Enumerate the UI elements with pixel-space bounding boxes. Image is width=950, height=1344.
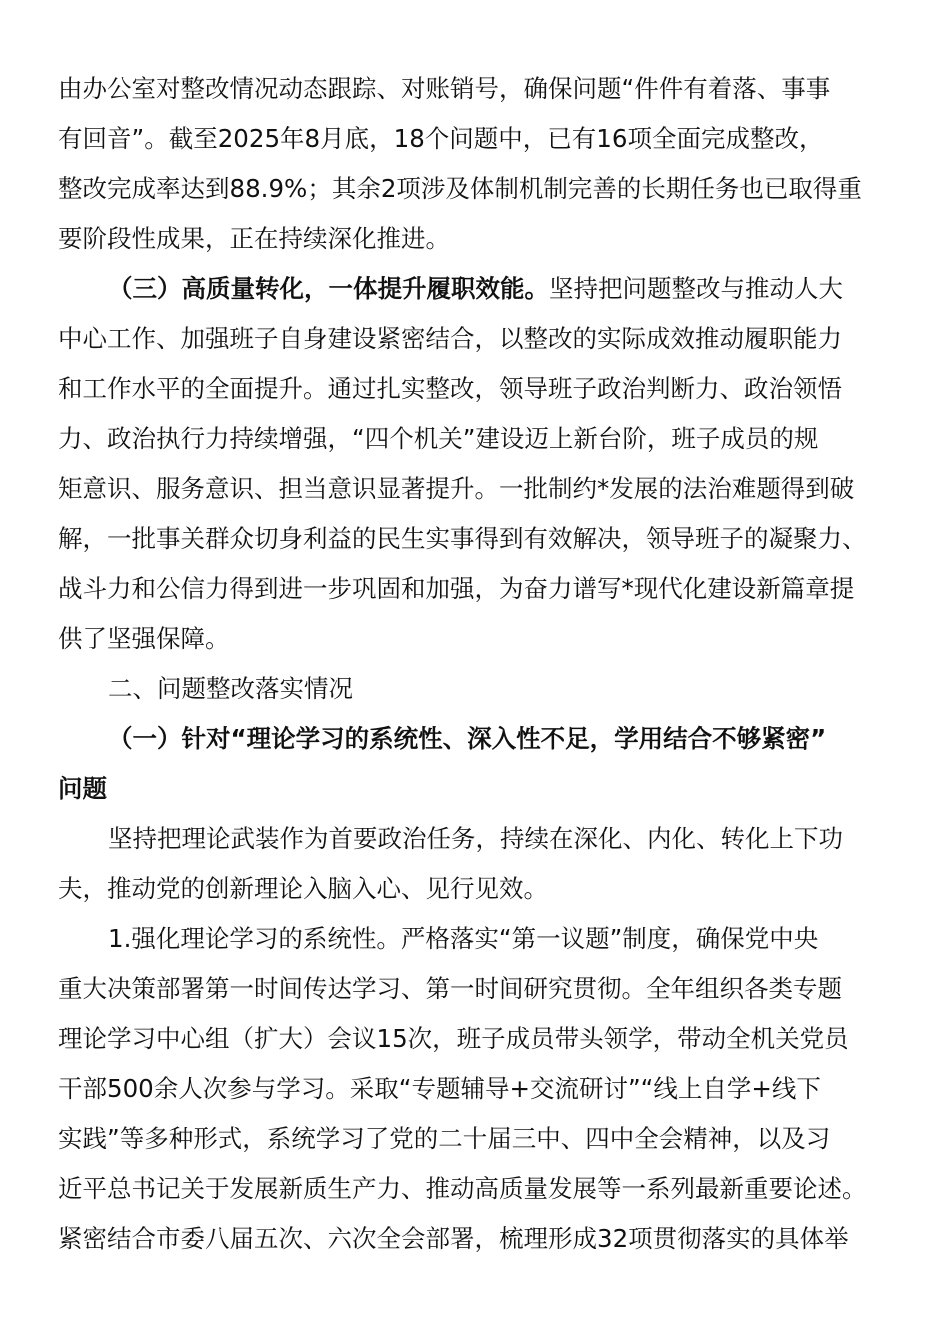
text-line: 中心工作、加强班子自身建设紧密结合，以整改的实际成效推动履职能力 bbox=[58, 324, 842, 353]
text-line: 战斗力和公信力得到进一步巩固和加强，为奋力谱写*现代化建设新篇章提 bbox=[58, 574, 855, 603]
text-line: 坚持把理论武装作为首要政治任务，持续在深化、内化、转化上下功 bbox=[108, 824, 843, 853]
text-line: 解，一批事关群众切身利益的民生实事得到有效解决，领导班子的凝聚力、 bbox=[58, 524, 867, 553]
text-line: 理论学习中心组（扩大）会议15次，班子成员带头领学，带动全机关党员 bbox=[58, 1024, 849, 1053]
text-line: 1.强化理论学习的系统性。严格落实“第一议题”制度，确保党中央 bbox=[108, 924, 819, 953]
section-heading-two: 二、问题整改落实情况 bbox=[108, 674, 353, 703]
text-line: 供了坚强保障。 bbox=[58, 624, 230, 653]
text-line: 有回音”。截至2025年8月底，18个问题中，已有16项全面完成整改， bbox=[58, 124, 824, 153]
text-line: 力、政治执行力持续增强，“四个机关”建设迈上新台阶，班子成员的规 bbox=[58, 424, 819, 453]
text-line: 要阶段性成果，正在持续深化推进。 bbox=[58, 224, 450, 253]
text-line: 重大决策部署第一时间传达学习、第一时间研究贯彻。全年组织各类专题 bbox=[58, 974, 842, 1003]
subsection-heading-one: （一）针对“理论学习的系统性、深入性不足，学用结合不够紧密” bbox=[108, 724, 827, 753]
text-line: 夫，推动党的创新理论入脑入心、见行见效。 bbox=[58, 874, 548, 903]
section-three-heading: （三）高质量转化，一体提升履职效能。 bbox=[108, 274, 549, 303]
text-line: 干部500余人次参与学习。采取“专题辅导+交流研讨”“线上自学+线下 bbox=[58, 1074, 821, 1103]
text-line: 和工作水平的全面提升。通过扎实整改，领导班子政治判断力、政治领悟 bbox=[58, 374, 842, 403]
text-line: 整改完成率达到88.9%；其余2项涉及体制机制完善的长期任务也已取得重 bbox=[58, 174, 862, 203]
section-three-text: 坚持把问题整改与推动人大 bbox=[549, 274, 843, 303]
text-line: 由办公室对整改情况动态跟踪、对账销号，确保问题“件件有着落、事事 bbox=[58, 74, 831, 103]
subsection-heading-one-cont: 问题 bbox=[58, 774, 107, 803]
text-line: 实践”等多种形式，系统学习了党的二十届三中、四中全会精神，以及习 bbox=[58, 1124, 831, 1153]
text-line: 紧密结合市委八届五次、六次全会部署，梳理形成32项贯彻落实的具体举 bbox=[58, 1224, 849, 1253]
text-line: 近平总书记关于发展新质生产力、推动高质量发展等一系列最新重要论述。 bbox=[58, 1174, 867, 1203]
text-line: 矩意识、服务意识、担当意识显著提升。一批制约*发展的法治难题得到破 bbox=[58, 474, 855, 503]
section-three-first-line bbox=[108, 264, 893, 314]
